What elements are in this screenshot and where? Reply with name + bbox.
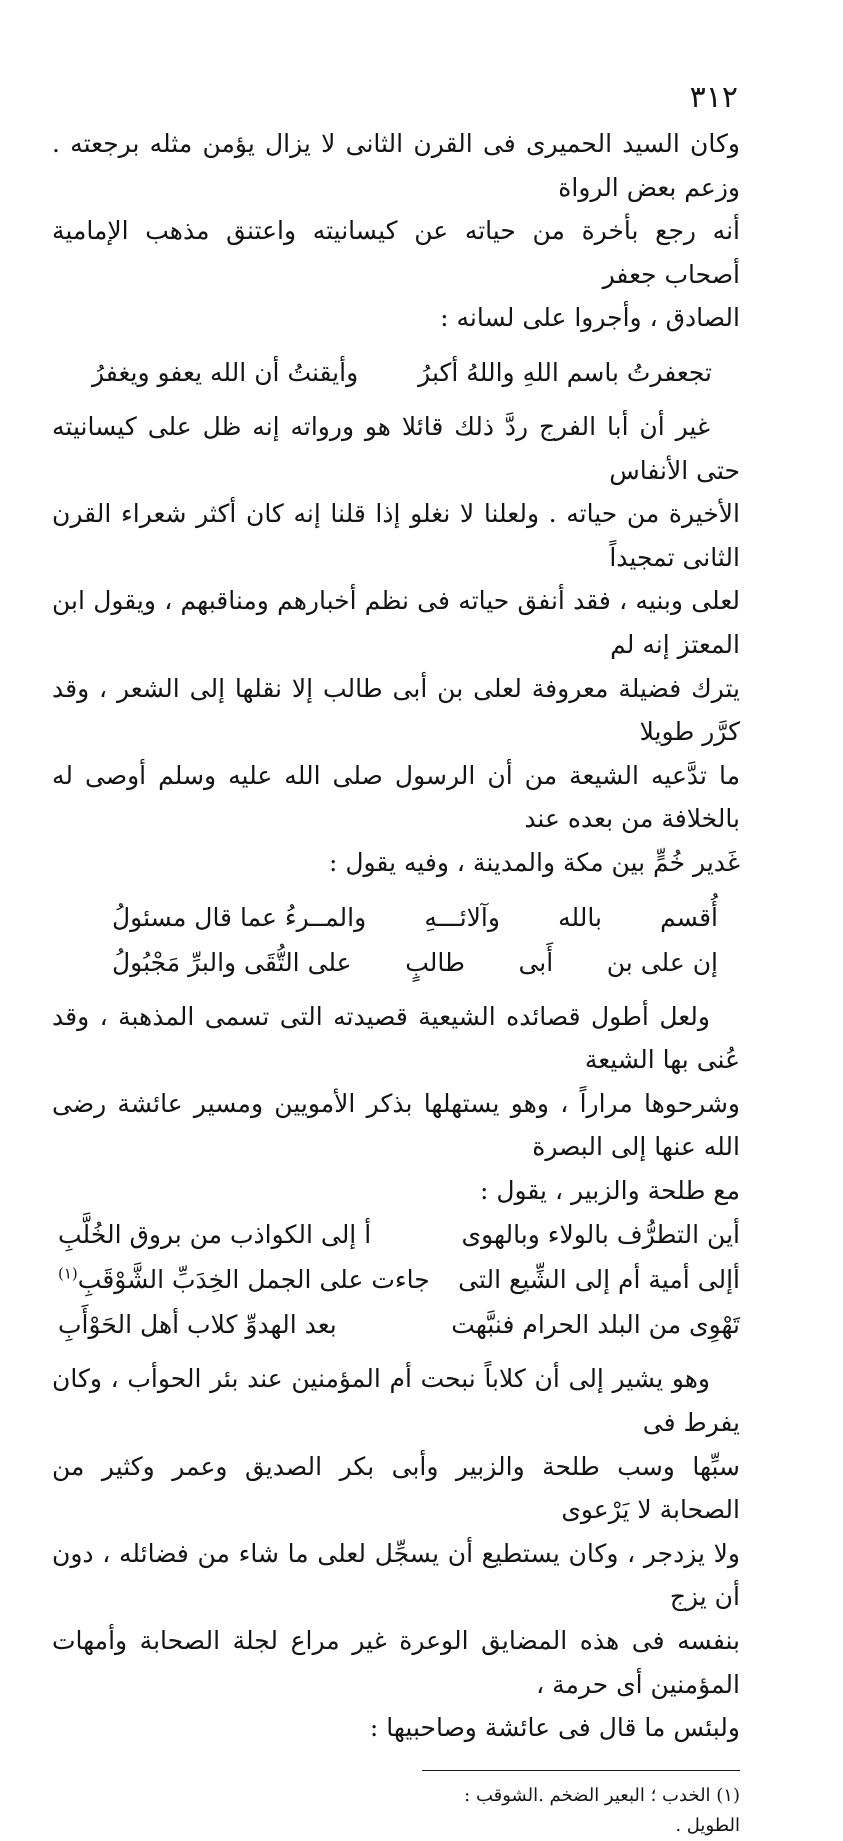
text-line: غير أن أبا الفرج ردَّ ذلك قائلا هو ورواته إنه ظل على كيسانيته حتى الأنفاس — [52, 411, 740, 485]
text-line: الصادق ، وأجروا على لسانه : — [440, 303, 740, 333]
verse-word: وآلائـــهِ — [424, 902, 500, 932]
verse-second-hemistich: جاءت على الجمل الخِدَبِّ الشَّوْقَبِ — [77, 1265, 430, 1295]
verse-line — [52, 895, 740, 940]
verse-line — [52, 350, 740, 395]
text-line: يترك فضيلة معروفة لعلى بن أبى طالب إلا نقلها إلى الشعر ، وقد كرَّر طويلا — [52, 673, 740, 747]
text-line: وكان السيد الحميرى فى القرن الثانى لا يزال يؤمن مثله برجعته . وزعم بعض الرواة — [52, 129, 740, 202]
verse-first-hemistich: تجعفرتُ باسم اللهِ واللهُ أكبرُ — [418, 357, 712, 387]
text-line: مع طلحة والزبير ، يقول : — [479, 1175, 740, 1205]
footnote-divider — [422, 1770, 740, 1771]
verse-second-hemistich-wrap — [58, 1257, 430, 1302]
paragraph-4 — [52, 1357, 740, 1749]
verse-first-hemistich: تَهْوِى من البلد الحرام فنبَّهت — [451, 1310, 740, 1340]
text-line: ولبئس ما قال فى عائشة وصاحبيها : — [369, 1713, 740, 1743]
text-line: وشرحوها مراراً ، وهو يستهلها بذكر الأمويين ومسير عائشة رضى الله عنها إلى البصرة — [52, 1088, 740, 1162]
verse-word: إن على بن — [606, 947, 718, 977]
verse-line — [52, 940, 740, 985]
footnote — [52, 1781, 740, 1841]
verse-second-hemistich: بعد الهدوِّ كلاب أهل الحَوْأَبِ — [58, 1310, 337, 1340]
text-line: ولا يزدجر ، وكان يستطيع أن يسجِّل لعلى ما شاء من فضائله ، دون أن يزج — [52, 1538, 740, 1612]
text-line: ولعل أطول قصائده الشيعية قصيدته التى تسمى المذهبة ، وقد عُنى بها الشيعة — [52, 1001, 740, 1075]
text-line: أنه رجع بأخرة من حياته عن كيسانيته واعتنق مذهب الإمامية أصحاب جعفر — [52, 216, 740, 289]
verse-word: والمــرءُ عما قال مسئولُ — [112, 902, 367, 932]
paragraph-3 — [52, 995, 740, 1213]
verse-line — [52, 1212, 740, 1257]
footnote-marker: (١) — [58, 1265, 78, 1284]
verse-line — [52, 1302, 740, 1347]
verse-word: أَبى — [518, 947, 554, 977]
verse-word: بالله — [558, 902, 602, 932]
text-line: سبِّها وسب طلحة والزبير وأبى بكر الصديق وعمر وكثير من الصحابة لا يَرْعوى — [52, 1451, 740, 1525]
paragraph-2 — [52, 405, 740, 885]
text-line: ما تدَّعيه الشيعة من أن الرسول صلى الله عليه وسلم أوصى له بالخلافة من بعده عند — [52, 760, 740, 834]
verse-word: أُقسم — [660, 902, 718, 932]
page-number: ٣١٢ — [689, 80, 738, 115]
footnote-line: (١) الخدب ؛ البعير الضخم .الشوقب : — [464, 1784, 740, 1806]
verse-line — [52, 1257, 740, 1302]
text-line: غَدير خُمٍّ بين مكة والمدينة ، وفيه يقول : — [328, 847, 740, 877]
text-line: وهو يشير إلى أن كلاباً نبحت أم المؤمنين عند بئر الحوأب ، وكان يفرط فى — [52, 1364, 740, 1438]
paragraph-1 — [52, 122, 740, 340]
verse-second-hemistich: وأيقنتُ أن الله يعفو ويغفرُ — [92, 357, 359, 387]
verse-second-hemistich: أ إلى الكواذب من بروق الخُلَّبِ — [58, 1220, 372, 1250]
verse-word: طالبٍ — [405, 947, 465, 977]
text-line: لعلى وبنيه ، فقد أنفق حياته فى نظم أخبارهم ومناقبهم ، ويقول ابن المعتز إنه لم — [52, 586, 740, 659]
verse-first-hemistich: أين التطرُّف بالولاء وبالهوى — [461, 1220, 740, 1250]
book-page — [52, 78, 740, 1836]
verse-word: على التُّقَى والبرِّ مَجْبُولُ — [112, 947, 352, 977]
text-line: بنفسه فى هذه المضايق الوعرة غير مراع لجلة الصحابة وأمهات المؤمنين أى حرمة ، — [52, 1626, 740, 1699]
verse-first-hemistich: أإلى أمية أم إلى الشِّيع التى — [458, 1265, 740, 1295]
text-line: الأخيرة من حياته . ولعلنا لا نغلو إذا قلنا إنه كان أكثر شعراء القرن الثانى تمجيداً — [52, 499, 740, 572]
footnote-line: الطويل . — [675, 1814, 740, 1836]
